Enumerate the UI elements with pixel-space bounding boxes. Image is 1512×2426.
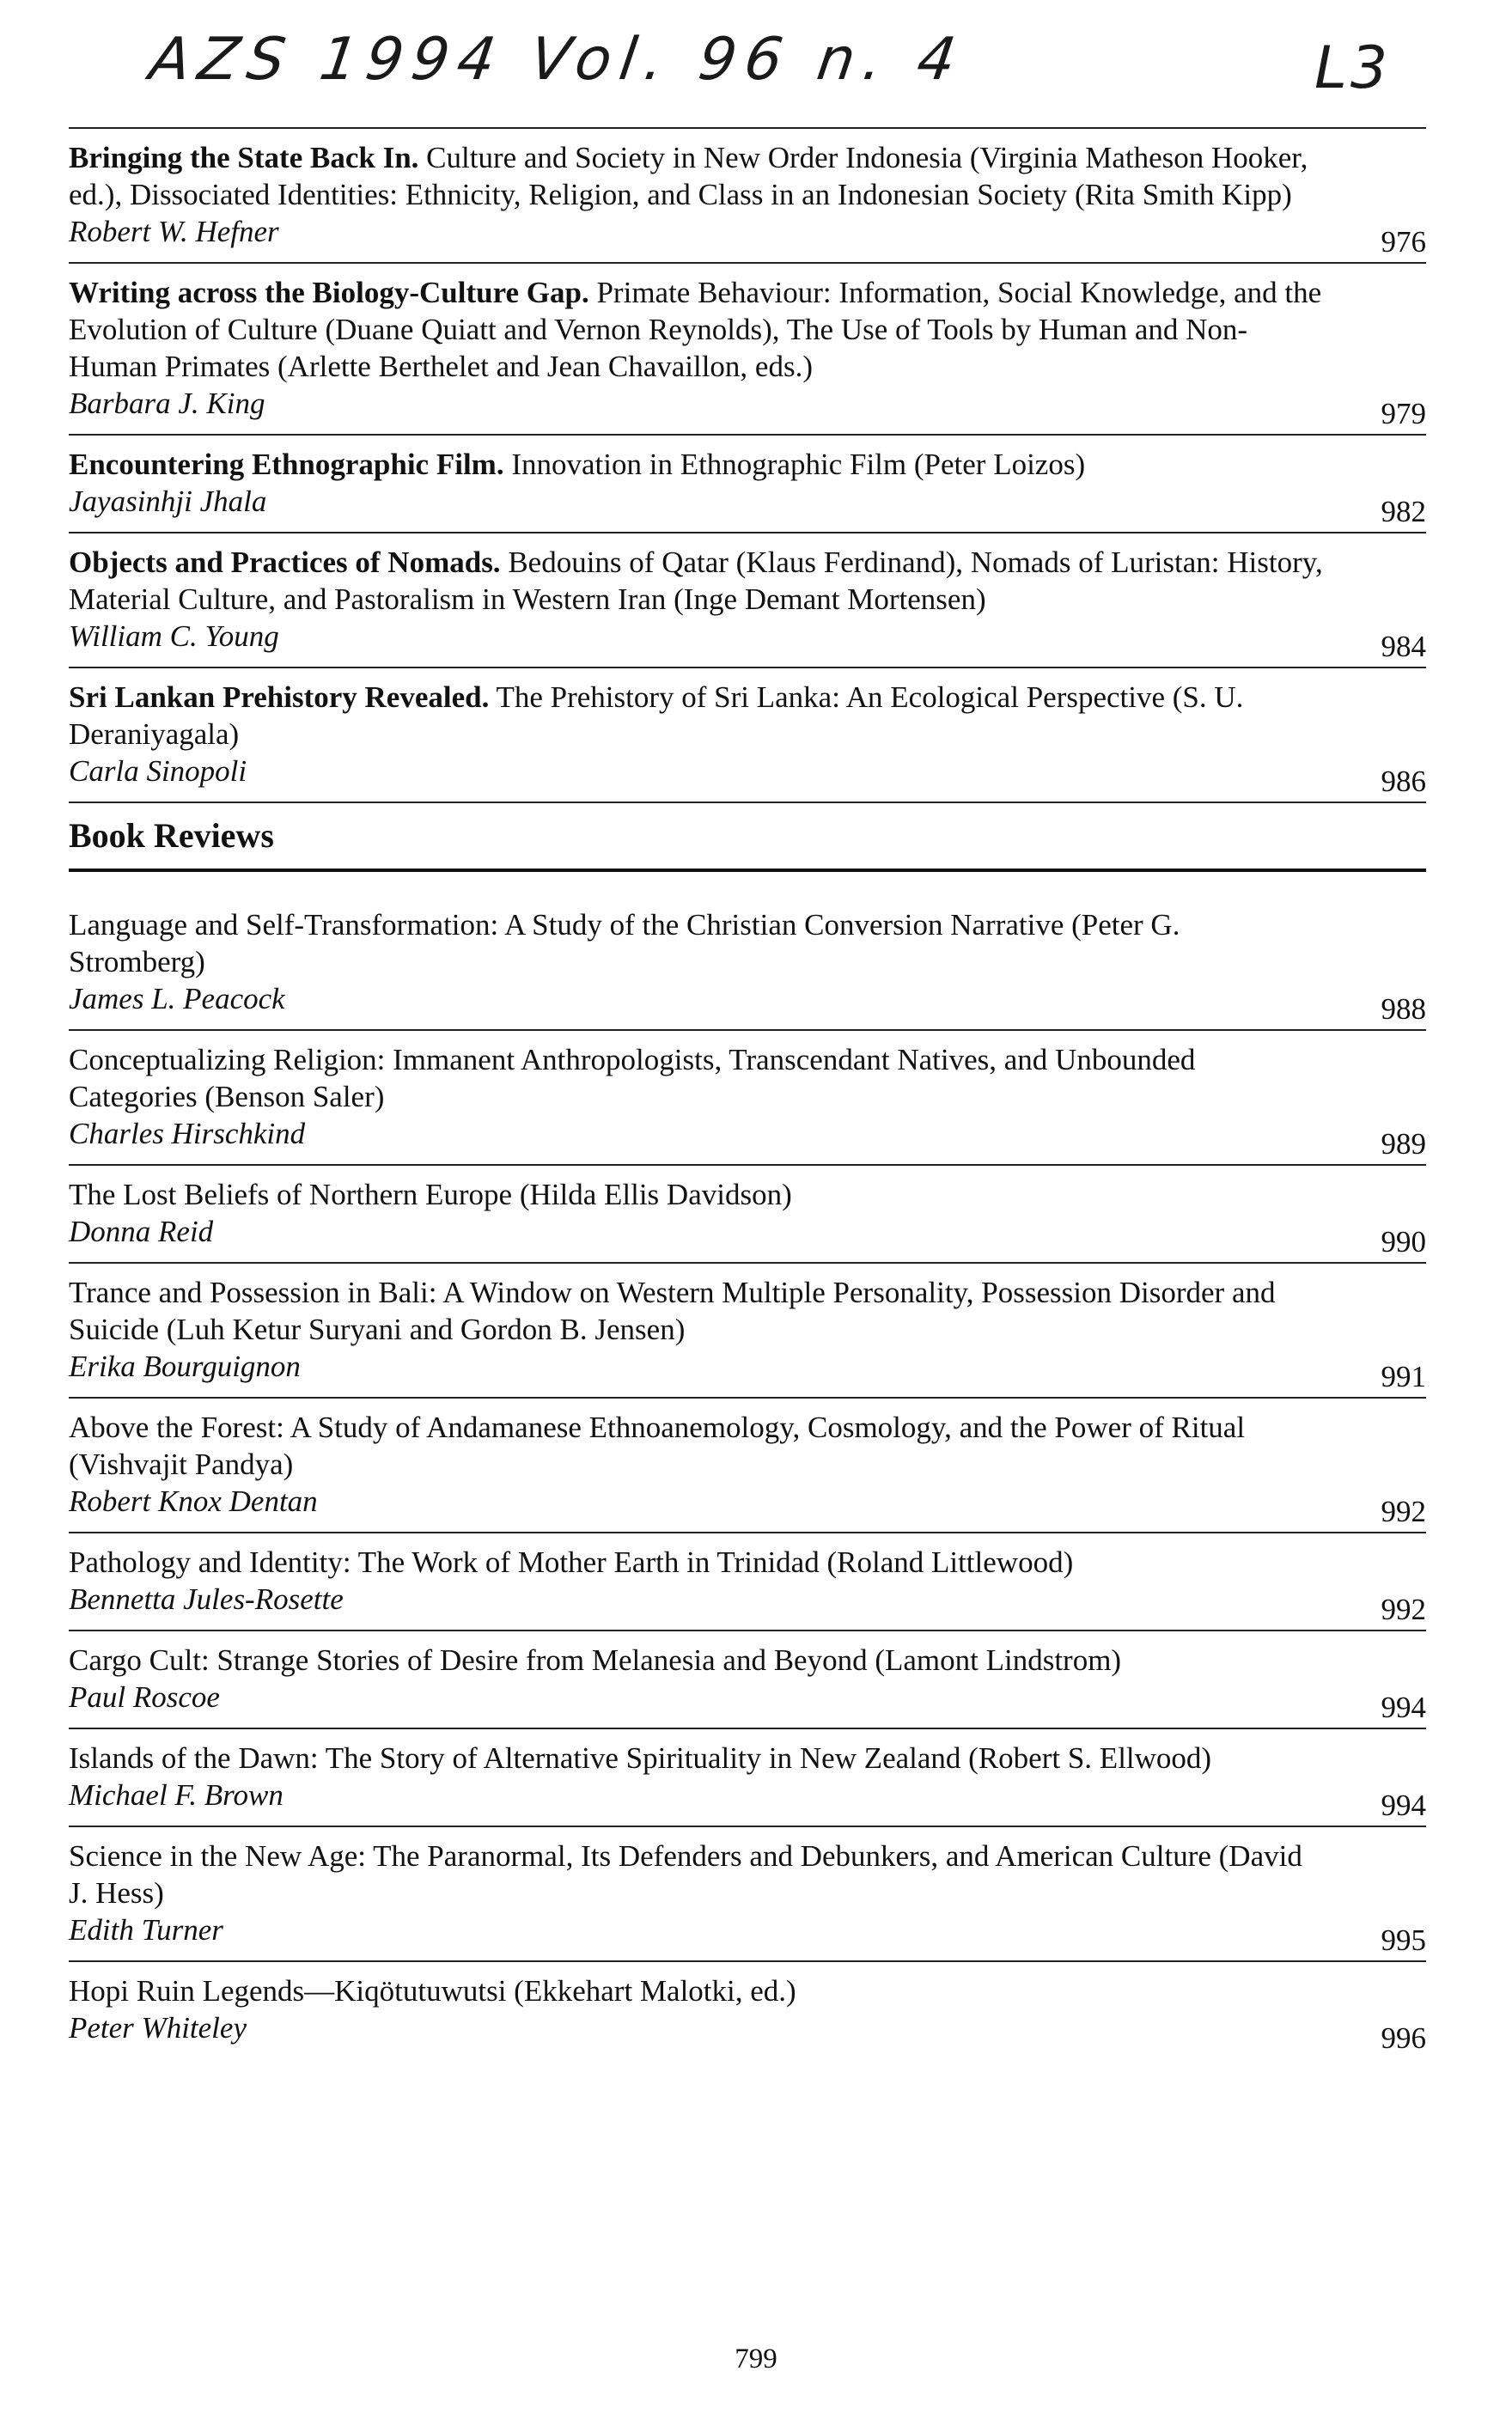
author-row [69,1213,1426,1259]
author-row [69,980,1426,1026]
section-heading: Book Reviews [69,816,274,855]
entry-title: Language and Self-Transformation: A Study of the Christian Conversion Narrative (Peter G. Stromberg) [69,908,1180,978]
page-number: 982 [1381,495,1426,528]
author-row [69,1115,1426,1161]
page-number: 995 [1381,1923,1426,1957]
reviewer-name: William C. Young [69,619,279,653]
page-number: 989 [1381,1127,1426,1161]
page-number: 990 [1381,1225,1426,1259]
reviewer-name: Barbara J. King [69,387,265,420]
page-number: 992 [1381,1495,1426,1528]
page-number: 988 [1381,992,1426,1026]
author-row [69,618,1426,663]
handwritten-citation: AZS 1994 Vol. 96 n. 4 [145,26,969,94]
reviewed-works: Innovation in Ethnographic Film (Peter Loizos) [503,448,1086,481]
toc-entry [69,1264,1426,1397]
toc-entry [69,129,1426,262]
essay-heading: Writing across the Biology-Culture Gap. [69,276,589,309]
author-row [69,483,1426,528]
reviewed-works: Primate Behaviour: Information, Social Knowledge, and the Evolution of Culture (Duane Quiatt and Vernon Reynolds), The Use of Tools by Human and Non-Human Primates (Arlette Berthelet and Jean Chavaillon, eds.) [69,276,1322,383]
handwritten-shelf-mark: L3 [1314,34,1392,102]
author-row [69,385,1426,430]
entry-title: Cargo Cult: Strange Stories of Desire from Melanesia and Beyond (Lamont Lindstrom) [69,1643,1122,1677]
reviewer-name: Charles Hirschkind [69,1117,306,1150]
author-row [69,213,1426,259]
author-row [69,1483,1426,1528]
author-row [69,1581,1426,1626]
reviewed-works: The Prehistory of Sri Lanka: An Ecological Perspective (S. U. Deraniyagala) [69,680,1244,751]
page-number: 979 [1381,397,1426,430]
handwritten-annotation [0,15,1512,110]
author-row [69,1911,1426,1957]
reviewer-name: Paul Roscoe [69,1680,220,1714]
toc-entry [69,1631,1426,1728]
entry-title: Trance and Possession in Bali: A Window on Western Multiple Personality, Possession Disorder and Suicide (Luh Ketur Suryani and Gordon B. Jensen) [69,1276,1276,1346]
author-row [69,1348,1426,1393]
entry-title: Islands of the Dawn: The Story of Alternative Spirituality in New Zealand (Robert S. Ellwood) [69,1741,1212,1775]
entry-title: Science in the New Age: The Paranormal, Its Defenders and Debunkers, and American Culture (David J. Hess) [69,1839,1302,1910]
page-number: 986 [1381,765,1426,798]
entry-title [69,544,1426,618]
page-number: 994 [1381,1691,1426,1724]
entry-title [69,139,1426,213]
reviewer-name: Robert W. Hefner [69,215,279,248]
table-of-contents [69,127,1426,2058]
toc-entry [69,1729,1426,1826]
essay-heading: Encountering Ethnographic Film. [69,448,504,481]
reviewer-name: Bennetta Jules-Rosette [69,1582,344,1616]
entry-title: Conceptualizing Religion: Immanent Anthropologists, Transcendant Natives, and Unbounded Categories (Benson Saler) [69,1043,1196,1113]
page-number: 976 [1381,225,1426,259]
page-number: 991 [1381,1360,1426,1393]
entry-title: Above the Forest: A Study of Andamanese Ethnoanemology, Cosmology, and the Power of Ritual (Vishvajit Pandya) [69,1411,1246,1481]
toc-entry [69,1031,1426,1164]
author-row [69,1777,1426,1822]
reviewed-works: Bedouins of Qatar (Klaus Ferdinand), Nomads of Luristan: History, Material Culture, and Pastoralism in Western Iran (Inge Demant Mortensen) [69,546,1323,616]
page-number: 996 [1381,2021,1426,2055]
toc-entry [69,1399,1426,1532]
reviewed-works: Culture and Society in New Order Indonesia (Virginia Matheson Hooker, ed.), Dissociated Identities: Ethnicity, Religion, and Class in an Indonesian Society (Rita Smith Kipp) [69,141,1308,211]
reviewer-name: Erika Bourguignon [69,1350,301,1383]
author-row [69,1679,1426,1724]
page-number: 994 [1381,1789,1426,1822]
toc-entry [69,896,1426,1029]
reviewer-name: Peter Whiteley [69,2011,247,2045]
entry-title [69,274,1426,385]
toc-entry [69,1962,1426,2058]
reviewer-name: Edith Turner [69,1913,223,1947]
entry-title [69,446,1426,483]
toc-entry [69,668,1426,802]
toc-entry [69,436,1426,532]
toc-entry [69,1533,1426,1630]
page-number: 984 [1381,630,1426,663]
author-row [69,753,1426,798]
entry-title: Pathology and Identity: The Work of Mother Earth in Trinidad (Roland Littlewood) [69,1545,1074,1579]
reviewer-name: Robert Knox Dentan [69,1484,318,1518]
toc-entry [69,264,1426,434]
reviewer-name: Carla Sinopoli [69,754,247,788]
author-row [69,2009,1426,2055]
essay-heading: Objects and Practices of Nomads. [69,546,501,579]
entry-title: Hopi Ruin Legends—Kiqötutuwutsi (Ekkehart Malotki, ed.) [69,1974,796,2008]
page-folio: 799 [735,2344,777,2374]
reviewer-name: Michael F. Brown [69,1778,284,1812]
essay-heading: Bringing the State Back In. [69,141,419,174]
entry-title [69,679,1426,753]
reviewer-name: Jayasinhji Jhala [69,485,267,518]
page-number: 992 [1381,1593,1426,1626]
toc-entry [69,1827,1426,1960]
toc-entry [69,1166,1426,1262]
reviewer-name: Donna Reid [69,1215,214,1248]
essay-heading: Sri Lankan Prehistory Revealed. [69,680,490,714]
reviewer-name: James L. Peacock [69,982,285,1015]
toc-entry [69,533,1426,667]
entry-title: The Lost Beliefs of Northern Europe (Hilda Ellis Davidson) [69,1178,792,1211]
